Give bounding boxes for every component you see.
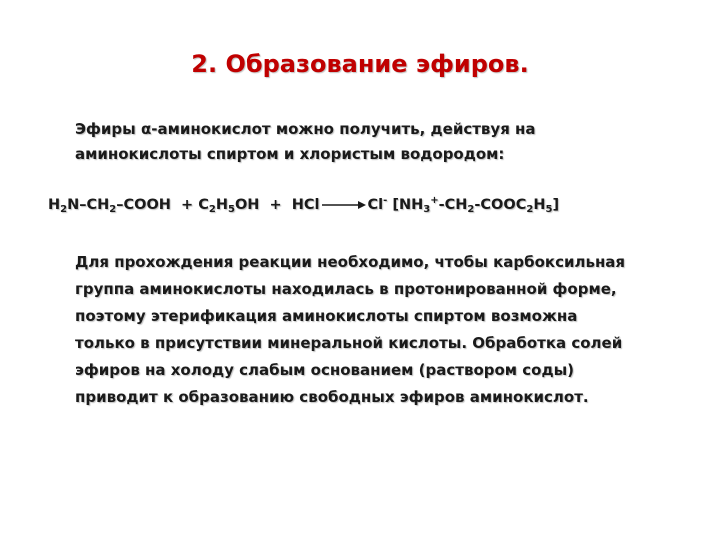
eq-h-end-sub: 5 [545, 204, 553, 215]
paragraph-line: приводит к образованию свободных эфиров аминокислот. [75, 388, 589, 406]
reaction-equation [48, 195, 708, 215]
eq-oh-hcl: OH + HCl [234, 197, 320, 213]
eq-cooc: -COOC [474, 197, 527, 213]
alpha-symbol: α [140, 120, 152, 138]
eq-h5: H [215, 197, 228, 213]
paragraph-line: группа аминокислоты находилась в протонированной форме, [75, 280, 617, 298]
eq-c-sub: 2 [208, 204, 216, 215]
paragraph-line: Для прохождения реакции необходимо, чтобы карбоксильная [75, 253, 626, 271]
eq-h5-sub: 5 [227, 204, 235, 215]
paragraph-line: только в присутствии минеральной кислоты. Обработка солей [75, 334, 623, 352]
eq-h: H [48, 197, 61, 213]
eq-plus-sup: + [430, 195, 439, 206]
paragraph-line: эфиров на холоду слабым основанием (раствором соды) [75, 361, 575, 379]
eq-cl: Cl [367, 197, 384, 213]
intro-line-1-end: -аминокислот можно получить, действуя на [151, 120, 536, 138]
intro-line-1 [75, 117, 675, 142]
eq-close: ] [552, 197, 560, 213]
eq-h-sub: 2 [60, 204, 68, 215]
eq-cl-sup: - [383, 195, 388, 206]
intro-line-1-start: Эфиры [75, 120, 141, 138]
eq-cooc-sub: 2 [526, 204, 534, 215]
eq-ch-sub: 2 [109, 204, 117, 215]
explanation-paragraph [75, 249, 705, 411]
eq-cooh: –COOH + C [116, 197, 209, 213]
eq-n-ch: N–CH [67, 197, 110, 213]
intro-text [75, 117, 675, 167]
intro-line-2: аминокислоты спиртом и хлористым водородом: [75, 145, 505, 163]
paragraph-line: поэтому этерификация аминокислоты спиртом возможна [75, 307, 578, 325]
eq-nh-sub: 3 [423, 204, 431, 215]
eq-ch2-sub: 2 [467, 204, 475, 215]
slide-title: 2. Образование эфиров. [191, 50, 529, 78]
eq-nh: [NH [392, 197, 424, 213]
eq-ch2: -CH [438, 197, 468, 213]
eq-h-end: H [533, 197, 546, 213]
reaction-arrow-icon [322, 200, 366, 210]
